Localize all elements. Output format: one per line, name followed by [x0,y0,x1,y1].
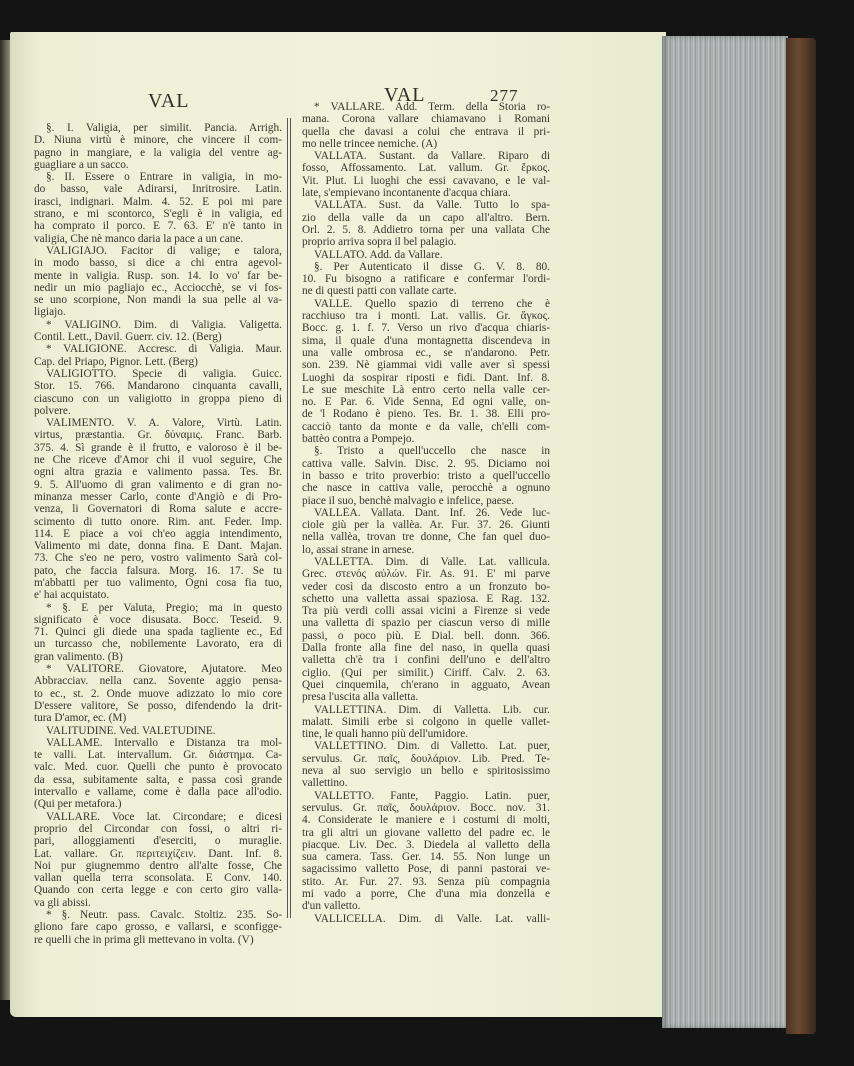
entry-text-line: stito. Ar. Fur. 27. 93. Senza più compagnia [302,875,550,888]
dictionary-entry [34,725,282,737]
entry-text-line: vallettino. [302,777,348,790]
entry-text-line: quella che davasi a colui che entrava il pri- [302,125,550,138]
entry-headword-line: VALLATO. Add. da Vallare. [314,248,443,261]
entry-text-line: Le sue meschite Là entro certo nella valle cer- [302,383,550,396]
entry-text-line: Dalla fronte alla fine del naso, in quella quasi [302,642,550,655]
entry-text-line: proprio arriva sopra il bel palagio. [302,236,457,249]
dictionary-entry [34,417,282,601]
entry-text-line: ha comprato il porco. E 7. 63. E' n'è tanto in [34,220,282,233]
entry-text-line: servulus. Gr. παῖς, δουλάριον. Bocc. nov. 31. [302,801,550,814]
dictionary-entry [302,556,550,704]
entry-text-line: tine, le quali hanno più dell'umidore. [302,728,469,741]
entry-text-line: d'un valletto. [302,900,361,913]
entry-text-line: valc. Med. cuor. Quelli che punto è provocato [34,761,282,774]
entry-text-line: to ec., st. 2. Onde muove adizzato lo mio core [34,687,282,700]
entry-headword-line: VALIMENTO. V. A. Valore, Virtù. Latin. [46,417,282,430]
entry-text-line: ligiajo. [34,306,66,319]
entry-text-line: scimento di tutto onore. Rim. ant. Feder. Imp. [34,515,282,528]
entry-text-line: se uno scorpione, Non mandi la sua pelle al va- [34,294,282,307]
dictionary-entry [34,171,282,245]
dictionary-entry [302,790,550,913]
entry-text-line: nedir un mio pagliajo ec., Acciocchè, se vi fos- [34,281,282,294]
entry-text-line: pari, alloggiamenti d'eserciti, o muraglie. [34,835,282,848]
entry-text-line: Stor. 15. 766. Mandarono cinquanta cavalli, [34,380,282,393]
entry-headword-line: VALLETTA. Dim. di Valle. Lat. vallicula. [314,555,550,568]
dictionary-entry [302,445,550,506]
entry-text-line: schetto una valletta assai spaziosa. E Rag. 132. [302,592,550,605]
entry-headword-line: * VALITORE. Giovatore, Ajutatore. Meo [46,663,282,676]
entry-text-line: sagacissimo valletto Pose, di panni pastorai ve- [302,863,550,876]
entry-text-line: cattiva valle. Salvin. Disc. 2. 95. Diciamo noi [302,457,550,470]
entry-headword-line: §. I. Valigia, per similit. Pancia. Arrigh. [46,122,282,134]
entry-text-line: D'essere valitore, Se posso, difendendo la drit- [34,699,282,712]
column-divider-rule [287,118,291,918]
entry-text-line: zio della valle da un capo all'altro. Bern. [302,211,550,224]
entry-text-line: e' hai acquistato. [34,589,110,602]
entry-text-line: late, s'empievano incontanente d'acqua chiara. [302,187,511,200]
entry-text-line: valigia, Che nè manco daria la pace a un cane. [34,232,244,245]
entry-text-line: mo nelle trincee nemiche. (A) [302,137,438,150]
entry-headword-line: VALIGIAJO. Facitor di valige; e talora, [46,244,282,257]
dictionary-entry [34,737,282,811]
entry-text-line: lo, assai strane in arnese. [302,543,415,556]
entry-text-line: do basso, vale Adirarsi, Inritrosire. Latin. [34,183,282,196]
dictionary-entry [34,909,282,946]
entry-text-line: significato è voce disusata. Bocc. Teseid. 9. [34,613,282,626]
entry-text-line: vallan quella terra sconsolata. E Conv. 140. [34,872,282,885]
entry-text-line: neva al suo servigio un bello e spiritosissimo [302,765,550,778]
dictionary-entry [34,602,282,663]
entry-headword-line: VALLARE. Voce lat. Circondare; e dicesi [46,810,282,823]
entry-text-line: ogni altra grazia e valimento passa. Tes. Br. [34,466,282,479]
entry-text-line: presa l'uscita alla valletta. [302,691,419,704]
dictionary-entry [34,663,282,724]
dictionary-entry [302,913,550,925]
entry-text-line: strano, e mi scontorco, S'egli è in valigia, ed [34,208,282,221]
entry-text-line: fosso, Affossamento. Lat. vallum. Gr. ἔρκος. [302,162,550,175]
entry-text-line: Noi pur giugnemmo dentro all'alte fosse, Che [34,859,282,872]
entry-text-line: piace il suo, benchè malvagio e infelice, paese. [302,494,515,507]
entry-text-line: pato, che faccia falsura. Morg. 16. 17. Se tu [34,564,282,577]
entry-headword-line: VALLICELLA. Dim. di Valle. Lat. valli- [314,912,550,925]
running-head-right: VAL [384,84,426,106]
entry-text-line: Quando con certa legge e con certo giro valla- [34,884,282,897]
entry-text-line: Bocc. g. 1. f. 7. Verso un rivo d'acqua chiaris- [302,322,550,335]
entry-text-line: cacciò tanto da monte e da valle, ch'elli com- [302,420,550,433]
entry-headword-line: VALLATA. Sust. da Valle. Tutto lo spa- [314,199,550,212]
page-block-edge [662,36,788,1028]
dictionary-entry [34,245,282,319]
entry-text-line: sua camera. Tass. Ger. 14. 55. Non lunge un [302,851,550,864]
entry-headword-line: §. Tristo a quell'uccello che nasce in [314,445,550,458]
running-head-left: VAL [148,90,190,112]
entry-text-line: Quei cinquemila, ch'erano in agguato, Avean [302,678,550,691]
entry-text-line: piacque. Liv. Dec. 3. Diedela al valletto della [302,838,550,851]
entry-text-line: nella vallèa, trovan tre donne, Che fan quel duo- [302,531,550,544]
entry-headword-line: §. II. Essere o Entrare in valigia, in mo- [46,171,282,184]
entry-text-line: in modo basso, si dice a chi entra agevol- [34,257,282,270]
entry-text-line: polvere. [34,404,71,417]
entry-text-line: re quelli che in prima gli mettevano in volta. (V) [34,933,254,946]
entry-text-line: Contil. Lett., Davil. Guerr. civ. 12. (Berg) [34,331,222,344]
page-number: 277 [490,86,519,105]
dictionary-entry [302,101,550,150]
entry-headword-line: * §. E per Valuta, Pregio; ma in questo [46,601,282,614]
entry-text-line: 375. 4. Sì grande è il frutto, e valoroso è il be- [34,441,282,454]
entry-headword-line: VALITUDINE. Ved. VALETUDINE. [46,724,216,737]
entry-text-line: ciole giù per la vallèa. Ar. Fur. 37. 26. Giunti [302,519,550,532]
entry-text-line: una valle ombrosa ec., se n'andarono. Petr. [302,346,550,359]
entry-text-line: mi vado a porre, Che d'una mia donzella e [302,888,550,900]
entry-headword-line: VALLETTINA. Dim. di Valletta. Lib. cur. [314,703,550,716]
entry-text-line: son. 239. Nè giammai vidi valle aver sì spessi [302,359,550,372]
dictionary-entry [302,740,550,789]
book-cover [786,38,816,1034]
entry-text-line: venza, li Governatori di Roma salute e accre- [34,503,282,516]
entry-headword-line: VALLE. Quello spazio di terreno che è [314,297,550,310]
entry-text-line: tura D'amor, ec. (M) [34,712,127,725]
entry-headword-line: * §. Neutr. pass. Cavalc. Stoltiz. 235. So- [46,909,282,921]
entry-text-line: una valletta di spazio per ciascun verso di mille [302,617,550,630]
entry-text-line: m'abbatti per tuo valimento, Ogni cosa fia tuo, [34,576,282,589]
dictionary-entry [302,199,550,248]
entry-headword-line: VALLATA. Sustant. da Vallare. Riparo di [314,150,550,163]
dictionary-entry [302,261,550,298]
left-column [34,122,282,946]
entry-text-line: Lat. vallare. Gr. περιτειχίζειν. Dant. Inf. 8. [34,847,282,860]
entry-text-line: da essa, subitamente salta, e passa così grande [34,773,282,786]
dictionary-entry [302,704,550,741]
entry-text-line: ciglio. (Qui per similit.) Ciriff. Calv. 2. 63. [302,666,550,679]
entry-text-line: che nasce in cattiva valle, perocchè a ognuno [302,482,550,495]
entry-text-line: valletta ch'è tra i confini dell'uno e dell'altro [302,654,550,667]
entry-text-line: tra gli altri un giovane valletto del padre ec. le [302,826,550,839]
dictionary-entry [34,811,282,909]
entry-text-line: guagliare a un sacco. [34,158,129,171]
dictionary-entry [34,343,282,368]
dictionary-entry [302,298,550,446]
entry-text-line: te valli. Lat. intervallum. Gr. διάστημα. Ca- [34,749,282,762]
entry-text-line: Abbracciav. nella canz. Sovente aggio pensa- [34,675,282,688]
dictionary-entry [302,507,550,556]
entry-text-line: 114. E piace a voi ch'eo aggia intendimento, [34,527,282,540]
entry-text-line: Cap. del Priapo, Pignor. Lett. (Berg) [34,355,198,368]
entry-text-line: minanza messer Carlo, conte d'Angiò e di Pro- [34,490,282,503]
entry-text-line: Tra più verdi colli assai vicini a Firenze si vede [302,605,550,618]
entry-text-line: D. Niuna virtù è minore, che vincere il com- [34,134,282,147]
entry-text-line: ciascuno con un valigiotto in groppa pieno di [34,392,282,405]
entry-text-line: malatt. Simili erbe si colgono in quelle vallet- [302,715,550,728]
entry-text-line: in basso e trito proverbio: tristo a quell'uccello [302,469,550,482]
dictionary-entry [34,368,282,417]
entry-headword-line: VALIGIOTTO. Specie di valigia. Guicc. [46,367,282,380]
entry-text-line: passi, o poco più. E Dial. bell. donn. 366. [302,629,550,642]
entry-text-line: racchiuso tra i monti. Lat. vallis. Gr. ἄγκος. [302,310,550,323]
dictionary-entry [302,249,550,261]
entry-text-line: battèo contra a Pompejo. [302,433,415,446]
entry-text-line: no. E Par. 6. Vide Senna, Ed ogni valle, on- [302,396,550,409]
entry-text-line: un turcasso che, nobilemente Lavorato, era di [34,638,282,651]
entry-text-line: ne Che riceve d'Amor chi il vuol seguire, Che [34,454,282,467]
entry-text-line: gliono fare capo grosso, e vallarsi, e sconfigge- [34,921,282,934]
entry-headword-line: VALLAME. Intervallo e Distanza tra mol- [46,736,282,749]
entry-text-line: pagno in mangiare, e la valigia del ventre ag- [34,146,282,159]
dictionary-entry [302,150,550,199]
entry-text-line: irasci, indignari. Malm. 4. 52. E poi mi pare [34,195,282,208]
entry-text-line: servulus. Gr. παῖς, δουλάριον. Lib. Pred. Te- [302,752,550,765]
entry-text-line: Luoghi da sospirar riposti e fidi. Dant. Inf. 8. [302,371,550,384]
entry-text-line: 71. Quinci gli diede una spada tagliente ec., Ed [34,626,282,639]
entry-text-line: Orl. 2. 5. 8. Addietro torna per una vallata Che [302,223,550,236]
entry-headword-line: * VALIGIONE. Accresc. di Valigia. Maur. [46,343,282,356]
entry-text-line: mana. Corona vallare chiamavano i Romani [302,113,550,126]
dictionary-entry [34,122,282,171]
entry-headword-line: §. Per Autenticato il disse G. V. 8. 80. [314,260,550,273]
dictionary-entry [34,319,282,344]
entry-text-line: 10. Fu bisogno a ratificare e confermar l'ordi- [302,273,550,286]
entry-text-line: ne di questi patti con vallate carte. [302,285,457,298]
entry-headword-line: VALLETTINO. Dim. di Valletto. Lat. puer, [314,740,550,753]
entry-text-line: gran valimento. (B) [34,650,123,663]
entry-text-line: mente in valigia. Rusp. son. 14. Io vo' far be- [34,269,282,282]
entry-text-line: (Qui per metafora.) [34,798,122,811]
entry-text-line: Grec. στενός αὐλών. Fir. As. 91. E' mi parve [302,568,550,581]
entry-headword-line: * VALLARE. Add. Term. della Storia ro- [314,101,550,113]
entry-text-line: virtus, præstantia. Gr. δύναμις. Franc. Barb. [34,429,282,442]
entry-text-line: de 'l Rodano è pieno. Tes. Br. 1. 38. Elli pro- [302,408,550,421]
entry-headword-line: VALLETTO. Fante, Paggio. Latin. puer, [314,789,550,802]
entry-headword-line: * VALIGINO. Dim. di Valigia. Valigetta. [46,318,282,331]
entry-text-line: proprio del Circondar con fossi, o altri ri- [34,822,282,835]
entry-text-line: 73. Che s'eo ne pero, vostro valimento Sarà col- [34,552,282,565]
entry-text-line: Vit. Plut. Li luoghi che essi cavavano, e le val- [302,174,550,187]
entry-headword-line: VALLÈA. Vallata. Dant. Inf. 26. Vede luc- [314,506,550,519]
entry-text-line: va gli abissi. [34,896,91,909]
right-column [302,101,550,925]
entry-text-line: Valimento mi date, donna fina. E Dant. Majan. [34,540,282,553]
entry-text-line: sima, il quale d'una montagnetta discendeva in [302,334,550,347]
entry-text-line: 9. 5. All'uomo di gran valimento e di gran no- [34,478,282,491]
entry-text-line: intervallo e vallame, come è dalla pace all'odio. [34,786,282,799]
entry-text-line: 4. Considerate le maniere e i costumi di molti, [302,814,550,827]
entry-text-line: veder così da discosto entro a un fronzuto bo- [302,580,550,593]
